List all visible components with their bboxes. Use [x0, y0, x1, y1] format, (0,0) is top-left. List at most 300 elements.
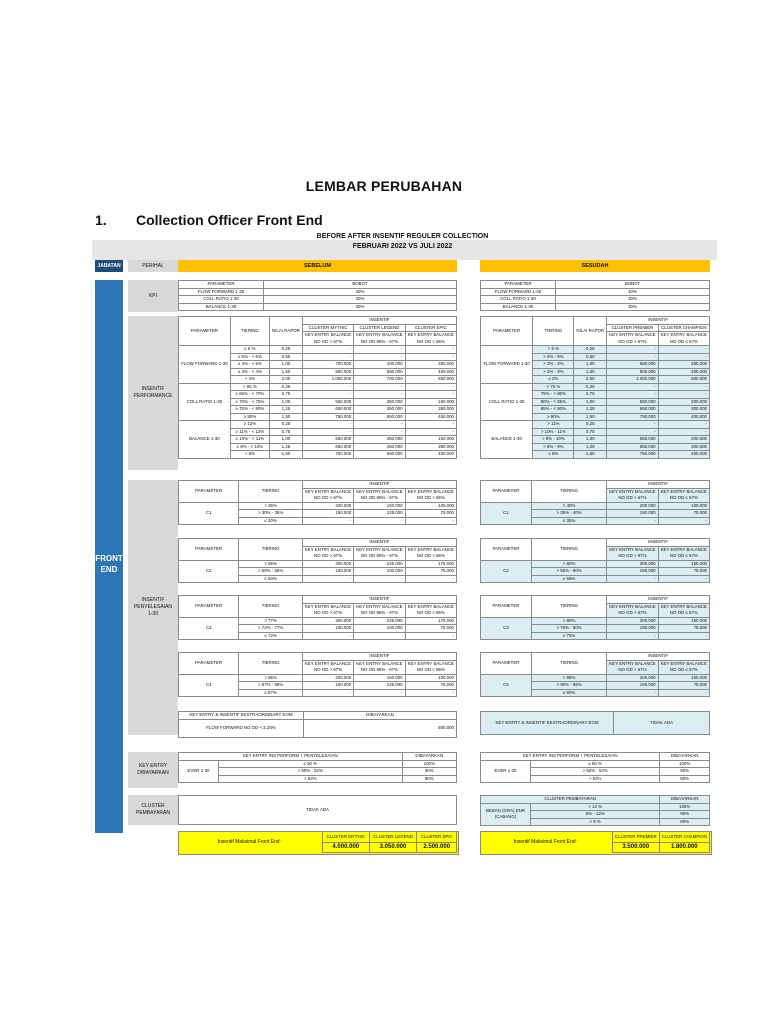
rapor: 0,75	[270, 391, 303, 399]
value: -	[302, 346, 353, 354]
value: 300.000	[607, 560, 658, 568]
value: 550.000	[354, 451, 405, 459]
value: 350.000	[354, 436, 405, 444]
value: -	[354, 689, 405, 697]
header-cell: TIERING	[531, 539, 606, 561]
ke-header: DIBAYARKAN	[660, 753, 710, 761]
perihal-label: PERIHAL	[128, 260, 178, 272]
keb-text: KEY ENTRY BALANCE	[304, 546, 352, 552]
value: 550.000	[302, 436, 353, 444]
tier: < 9 %	[531, 818, 660, 826]
value: -	[607, 428, 658, 436]
value: 150.000	[607, 682, 658, 690]
header-cell: TIERING	[531, 596, 606, 618]
kpi-name: BALANCE 1-30	[179, 303, 264, 311]
header-cell: PARAMETER	[179, 481, 239, 503]
front-end-label	[95, 553, 123, 575]
section-title: Collection Officer Front End	[136, 212, 323, 228]
keb-text: KEY ENTRY BALANCE	[304, 660, 352, 666]
tier: > 52%	[219, 775, 403, 783]
after-performance-table	[480, 316, 710, 459]
header-cell: BOBOT	[264, 281, 457, 289]
tier: ≤ 75%	[531, 632, 606, 640]
value: 150.000	[607, 625, 658, 633]
table-row	[481, 421, 710, 429]
value: -	[354, 428, 405, 436]
value: 200.000	[607, 502, 658, 510]
value: -	[302, 383, 353, 391]
kpi-weight: 30%	[264, 296, 457, 304]
value: 100.000	[405, 502, 456, 510]
tier: ≤ 8%	[533, 451, 574, 459]
tier: ≥ 5% - < 6%	[230, 353, 269, 361]
rapor: 1,50	[270, 451, 303, 459]
tier: ≤ 50%	[239, 575, 303, 583]
tier: ≥ 90%	[533, 413, 574, 421]
od-header	[354, 332, 405, 346]
cluster-header: CLUSTER PEMBAYARAN	[481, 796, 660, 804]
od-header	[405, 332, 456, 346]
value: 150.000	[302, 568, 353, 576]
value: 750.000	[302, 451, 353, 459]
value: 700.000	[302, 361, 353, 369]
od-header	[302, 546, 353, 560]
value: -	[354, 383, 405, 391]
tier: > 40%	[531, 502, 606, 510]
rapor: 1,50	[270, 413, 303, 421]
value: -	[405, 632, 456, 640]
keb-text: KEY ENTRY BALANCE	[407, 332, 454, 337]
summary-cluster: CLUSTER CHAMPION	[659, 832, 709, 843]
before-summary-table	[178, 831, 457, 853]
keb-text: KEY ENTRY BALANCE	[660, 546, 707, 552]
value: -	[607, 346, 658, 354]
tier: > 50% - 52%	[531, 768, 660, 776]
kpi-name: BALANCE 1-30	[481, 303, 556, 311]
value: 150.000	[658, 617, 709, 625]
kpi-weight: 40%	[556, 288, 710, 296]
value: -	[302, 575, 353, 583]
table-row	[179, 768, 457, 776]
keb-text: KEY ENTRY BALANCE	[407, 488, 454, 494]
keb-text: KEY ENTRY BALANCE	[407, 603, 454, 609]
tier: 75% - < 80%	[533, 391, 574, 399]
before-c4-table	[178, 652, 457, 697]
value: -	[658, 428, 709, 436]
header-cell: INSENTIF	[607, 317, 710, 325]
tier: ≤ 2%	[533, 376, 574, 384]
value: -	[607, 689, 658, 697]
value: -	[607, 421, 658, 429]
tier: ≥ 11% - < 12%	[230, 428, 269, 436]
tier: < 9%	[230, 451, 269, 459]
value: 225.000	[354, 560, 405, 568]
cluster-param-2: (CABANG)	[494, 814, 517, 820]
header-cell: INSENTIF	[302, 596, 456, 604]
value: -	[607, 517, 658, 525]
value: -	[302, 391, 353, 399]
value: 450.000	[405, 413, 456, 421]
tier: > 10% - 11%	[533, 428, 574, 436]
od-text: NO OD 86% - 67%	[360, 495, 398, 500]
value: -	[405, 517, 456, 525]
table-row	[481, 617, 710, 625]
rapor: 2,00	[574, 376, 607, 384]
header-cell: PARAMETER	[481, 539, 532, 561]
tier: > 87% - 95%	[239, 682, 303, 690]
value: 90%	[660, 811, 710, 819]
tier: ≥ 3% - < 4%	[230, 368, 269, 376]
header-cell: INSENTIF	[607, 596, 710, 604]
header-cell: TIERING	[239, 481, 303, 503]
header-cell: TIERING	[239, 653, 303, 675]
param-name: C4	[481, 674, 532, 697]
value: -	[354, 421, 405, 429]
value: -	[405, 353, 456, 361]
value: 550.000	[607, 436, 658, 444]
rapor: 1,50	[574, 451, 607, 459]
value: 650.000	[302, 443, 353, 451]
od-text: NO OD ≤ 67%	[669, 495, 698, 500]
od-text: NO OD < 86%	[416, 610, 445, 615]
keb-text: KEY ENTRY BALANCE	[407, 546, 454, 552]
value: 100.000	[405, 674, 456, 682]
rapor: 1,50	[574, 413, 607, 421]
value: 90%	[402, 768, 456, 776]
table-row	[179, 502, 457, 510]
header-cell: PARAMETER	[179, 653, 239, 675]
rapor: 1,25	[574, 406, 607, 414]
end-text: END	[100, 565, 118, 574]
cluster-param-1: BEBAN (GRA) ENR	[485, 807, 526, 813]
after-c4-table	[480, 652, 710, 697]
value: 300.000	[607, 617, 658, 625]
od-text: NO OD > 67%	[313, 495, 343, 500]
param-name: FLOW FORWARD 1-30	[179, 346, 231, 384]
kpi-weight: 30%	[556, 303, 710, 311]
value: 400.000	[354, 361, 405, 369]
tier: > 2% - 3%	[533, 368, 574, 376]
keb-text: KEY ENTRY BALANCE	[660, 660, 707, 666]
param-name: C1	[481, 502, 532, 525]
param-name: C3	[481, 617, 532, 640]
od-text: NO OD > 67%	[313, 610, 343, 615]
summary-cluster: CLUSTER PREMIER	[612, 832, 659, 843]
param-name: C1	[179, 502, 239, 525]
ke-param: EVER 1-30	[481, 760, 531, 783]
od-header	[607, 546, 658, 560]
sheet-subtitle	[0, 232, 768, 252]
insentif-penyelesaian-label	[128, 480, 178, 735]
peny-label-3: 1-30	[147, 611, 158, 617]
header-cell: PARAMETER	[179, 596, 239, 618]
keb-text: KEY ENTRY BALANCE	[660, 603, 707, 609]
value: 300.000	[658, 406, 709, 414]
value: -	[302, 421, 353, 429]
value: 350.000	[658, 361, 709, 369]
keb-text: KEY ENTRY BALANCE	[304, 488, 352, 494]
tier: ≤ 50 %	[219, 760, 403, 768]
value: 750.000	[302, 413, 353, 421]
tier: < 65 %	[230, 383, 269, 391]
rapor: 1,25	[270, 406, 303, 414]
value: -	[405, 575, 456, 583]
after-summary-table	[480, 831, 710, 853]
value: 80%	[660, 818, 710, 826]
value: -	[302, 428, 353, 436]
tier: > 35% - 40%	[531, 510, 606, 518]
value: 200.000	[302, 502, 353, 510]
sesudah-header: SESUDAH	[480, 260, 710, 272]
table-row	[481, 502, 710, 510]
od-header	[302, 603, 353, 617]
tier: > 90% - 95%	[531, 682, 606, 690]
ke-label-2: DIBAYARKAN	[137, 770, 169, 776]
kpi-name: FLOW FORWARD 1-30	[481, 288, 556, 296]
ke-label-1: KEY ENTRY	[138, 763, 168, 769]
peny-label-2: PENYELESAIAN	[133, 604, 173, 610]
tier: > 5 %	[533, 346, 574, 354]
value: 75.000	[658, 568, 709, 576]
value: -	[607, 391, 658, 399]
table-row	[179, 560, 457, 568]
od-text: NO OD < 86%	[416, 553, 445, 558]
perf-label-2: PERFORMANCE	[133, 393, 173, 399]
value: 700.000	[354, 376, 405, 384]
value: -	[658, 689, 709, 697]
od-text: NO OD ≤ 67%	[669, 338, 698, 344]
value: 150.000	[405, 398, 456, 406]
value: 450.000	[354, 406, 405, 414]
value: 300.000	[302, 617, 353, 625]
value: -	[302, 689, 353, 697]
cluster-header: CLUSTER LEGEND	[354, 324, 405, 332]
keb-text: KEY ENTRY BALANCE	[356, 332, 403, 337]
value: 150.000	[658, 560, 709, 568]
param-name: C2	[179, 560, 239, 583]
tier: > 50% - 52%	[219, 768, 403, 776]
tier: > 55% - 60%	[531, 568, 606, 576]
od-header	[607, 603, 658, 617]
tier: < 3%	[230, 376, 269, 384]
keb-text: KEY ENTRY BALANCE	[304, 332, 352, 337]
value: -	[658, 421, 709, 429]
page-title: LEMBAR PERUBAHAN	[305, 178, 463, 194]
value: 90%	[660, 768, 710, 776]
od-text: NO OD > 67%	[618, 667, 647, 672]
param-name: C2	[481, 560, 532, 583]
subtitle-line-1: BEFORE AFTER INSENTIF REGULER COLLECTION	[316, 233, 489, 240]
after-keyentry-table	[480, 752, 710, 783]
od-header	[658, 332, 709, 346]
tier: ≥ 9% - < 10%	[230, 443, 269, 451]
od-text: NO OD < 86%	[416, 338, 445, 344]
value: 100.000	[658, 502, 709, 510]
tier: > 4% - 5%	[533, 353, 574, 361]
keb-text: KEY ENTRY BALANCE	[609, 546, 656, 552]
value: -	[354, 346, 405, 354]
keb-text: KEY ENTRY BALANCE	[407, 660, 454, 666]
header-cell: TIERING	[230, 317, 269, 346]
tier: ≥ 12%	[230, 421, 269, 429]
value: 550.000	[354, 368, 405, 376]
value: -	[658, 632, 709, 640]
value: 250.000	[405, 361, 456, 369]
value: 125.000	[354, 510, 405, 518]
header-cell: INSENTIF	[607, 653, 710, 661]
kpi-weight: 40%	[264, 288, 457, 296]
cl-label-1: CLUSTER	[141, 803, 165, 809]
rapor: 2,00	[270, 376, 303, 384]
od-text: NO OD > 67%	[618, 610, 647, 615]
header-cell: NILAI RAPOR	[574, 317, 607, 346]
value: 75.000	[658, 625, 709, 633]
tier: ≥ 65% - < 70%	[230, 391, 269, 399]
value: -	[658, 383, 709, 391]
header-cell: PARAMETER	[481, 596, 532, 618]
rapor: 1,00	[270, 398, 303, 406]
value: 460.000	[405, 368, 456, 376]
value: 400.000	[658, 451, 709, 459]
od-text: NO OD > 67%	[618, 338, 647, 344]
cluster-header: CLUSTER EPIC	[405, 324, 456, 332]
keb-text: KEY ENTRY BALANCE	[356, 660, 403, 666]
summary-cluster: CLUSTER MYTHIC	[323, 832, 370, 843]
value: -	[405, 428, 456, 436]
header-cell: NILAI RAPOR	[270, 317, 303, 346]
value: 150.000	[607, 510, 658, 518]
jabatan-label: JABATAN	[95, 260, 123, 272]
od-text: NO OD 86% - 67%	[360, 667, 398, 672]
before-c2-table	[178, 538, 457, 583]
header-cell: PARAMETER	[179, 281, 264, 289]
od-text: NO OD > 67%	[313, 338, 343, 344]
tier: 85% - < 90%	[533, 406, 574, 414]
table-row	[179, 617, 457, 625]
od-text: NO OD 86% - 67%	[360, 553, 398, 558]
after-c2-table	[480, 538, 710, 583]
od-text: NO OD ≤ 67%	[669, 610, 698, 615]
rapor: 0,50	[574, 353, 607, 361]
header-cell: INSENTIF	[302, 539, 456, 547]
rapor: 1,25	[574, 443, 607, 451]
rapor: 0,25	[270, 346, 303, 354]
summary-value: 3.050.000	[369, 842, 417, 853]
kpi-name: COLL RATIO 1-30	[179, 296, 264, 304]
rapor: 0,25	[574, 346, 607, 354]
param-name: BALANCE 1-30	[481, 421, 533, 459]
value: 450.000	[405, 451, 456, 459]
value: 650.000	[607, 406, 658, 414]
value: 1.000.000	[302, 376, 353, 384]
value: -	[658, 353, 709, 361]
value: 75.000	[405, 568, 456, 576]
tier: > 75% - 80%	[531, 625, 606, 633]
section-number: 1.	[95, 212, 107, 228]
rapor: 0,25	[270, 421, 303, 429]
value: 800.000	[607, 368, 658, 376]
od-header	[607, 660, 658, 674]
value: 750.000	[607, 451, 658, 459]
tier: > 77%	[239, 617, 303, 625]
value: -	[405, 391, 456, 399]
value: -	[302, 632, 353, 640]
value: 150.000	[607, 568, 658, 576]
cluster-header: CLUSTER MYTHIC	[302, 324, 353, 332]
value: 150.000	[354, 502, 405, 510]
od-header	[354, 488, 405, 502]
table-row	[481, 560, 710, 568]
header-cell: PARAMETER	[481, 481, 532, 503]
value: 175.000	[405, 560, 456, 568]
value: -	[405, 383, 456, 391]
cluster-pembayaran-label	[128, 795, 178, 825]
cluster-none: TIDAK ADA	[179, 796, 457, 825]
od-header	[607, 488, 658, 502]
value: 75.000	[658, 682, 709, 690]
tier: > 60%	[531, 560, 606, 568]
tier: > 8% - 9%	[533, 443, 574, 451]
value: -	[607, 632, 658, 640]
tier: ≥ 80%	[230, 413, 269, 421]
tier: > 35%	[239, 502, 303, 510]
value: -	[354, 632, 405, 640]
tier: ≤ 90%	[531, 689, 606, 697]
table-row	[179, 775, 457, 783]
od-header	[302, 332, 353, 346]
value: 100%	[402, 760, 456, 768]
param-name: C3	[179, 617, 239, 640]
extra-label: KEY ENTRY & INSENTIF EKSTRAORDINARY EOM	[481, 712, 614, 735]
value: -	[302, 517, 353, 525]
tier: ≤ 35%	[531, 517, 606, 525]
before-performance-table	[178, 316, 457, 459]
table-row	[481, 346, 710, 354]
value: -	[658, 517, 709, 525]
insentif-performance-label	[128, 316, 178, 470]
keb-text: KEY ENTRY BALANCE	[609, 488, 656, 494]
value: 75.000	[405, 682, 456, 690]
keb-text: KEY ENTRY BALANCE	[660, 488, 707, 494]
value: -	[658, 575, 709, 583]
peny-label-1: INSENTIF	[141, 597, 165, 603]
od-header	[354, 546, 405, 560]
header-cell: INSENTIF	[302, 317, 456, 325]
summary-label: Insentif Maksimal Front End :	[217, 838, 283, 845]
value: 150.000	[405, 436, 456, 444]
before-c1-table	[178, 480, 457, 525]
value: 650.000	[607, 443, 658, 451]
od-header	[658, 546, 709, 560]
value: 80%	[402, 775, 456, 783]
summary-value: 1.800.000	[659, 842, 709, 853]
rapor: 0,25	[270, 383, 303, 391]
table-row	[179, 421, 457, 429]
tier: > 50% - 55%	[239, 568, 303, 576]
od-header	[405, 546, 456, 560]
value: 150.000	[302, 510, 353, 518]
after-kpi-table	[480, 280, 710, 311]
header-cell: TIERING	[533, 317, 574, 346]
rapor: 0,75	[574, 428, 607, 436]
cluster-param	[481, 803, 531, 826]
header-cell: PARAMETER	[481, 653, 532, 675]
value: 380.000	[405, 406, 456, 414]
value: 400.000	[658, 368, 709, 376]
value: 200.000	[607, 674, 658, 682]
od-header	[658, 488, 709, 502]
kpi-weight: 30%	[556, 296, 710, 304]
